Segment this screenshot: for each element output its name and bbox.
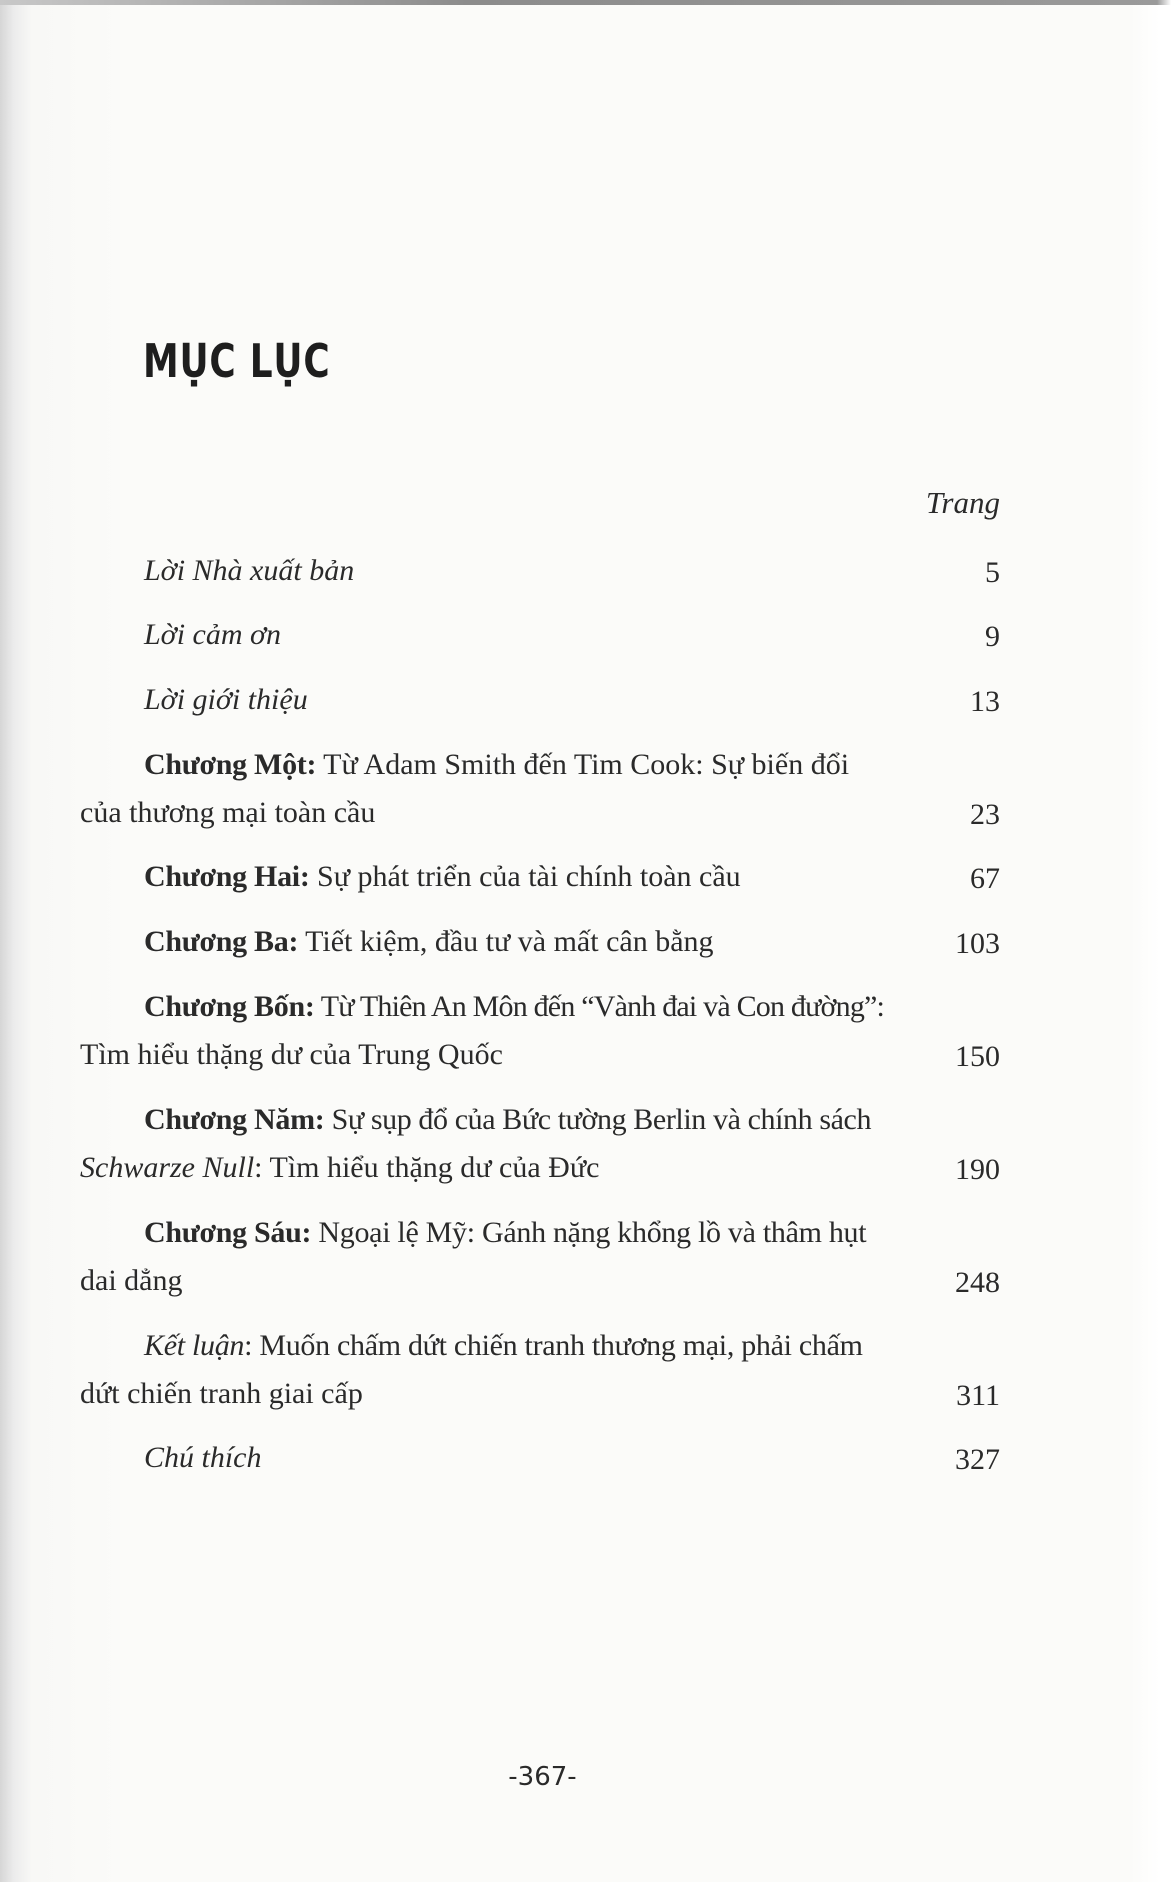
toc-entry-page: 13 [970,685,1000,718]
toc-entry-text: : Tìm hiểu thặng dư của Đức [254,1151,600,1184]
toc-entry-page: 150 [955,1040,1000,1073]
toc-entry-title: Lời giới thiệu [144,683,308,716]
toc-chapter-label: Chương Sáu: [144,1216,312,1249]
toc-entry-continuation: của thương mại toàn cầu [80,796,376,829]
toc-entry-text: Sự phát triển của tài chính toàn cầu [309,860,741,893]
toc-entry-continuation: dứt chiến tranh giai cấp [80,1377,363,1410]
toc-entry-page: 311 [956,1379,1000,1412]
toc-entry-title [144,992,884,1022]
toc-entry-title [144,1331,863,1361]
page-top-edge [0,0,1171,5]
toc-entry-page: 190 [955,1153,1000,1186]
page-number: -367- [508,1762,577,1792]
toc-entry-continuation: dai dẳng [80,1264,183,1297]
toc-entry-title [144,927,714,957]
toc-entry-title: Chú thích [144,1441,262,1474]
toc-entry-page: 248 [955,1266,1000,1299]
toc-entry-text: Từ Thiên An Môn đến “Vành đai và Con đường”: [314,990,885,1023]
toc-entry-page: 23 [970,798,1000,831]
toc-entry-text: Từ Adam Smith đến Tim Cook: Sự biến đổi [316,748,850,781]
page-title: MỤC LỤC [143,334,331,388]
toc-entry-title [144,862,741,892]
toc-entry-title [144,750,849,780]
toc-conclusion-label: Kết luận [144,1329,245,1362]
toc-entry-page: 9 [985,620,1000,653]
toc-chapter-label: Chương Hai: [144,860,310,893]
toc-entry-text: Sự sụp đổ của Bức tường Berlin và chính sách [324,1103,872,1136]
toc-entry-italic-term: Schwarze Null [80,1151,255,1184]
toc-chapter-label: Chương Năm: [144,1103,325,1136]
page-right-edge [1157,0,1171,1882]
toc-chapter-label: Chương Ba: [144,925,299,958]
toc-entry-title [144,1218,866,1248]
page-column-header: Trang [925,485,1000,520]
toc-entry-title: Lời cảm ơn [144,618,282,651]
toc-entry-page: 103 [955,927,1000,960]
toc-entry-text: Tiết kiệm, đầu tư và mất cân bằng [298,925,714,958]
toc-entry-text: : Muốn chấm dứt chiến tranh thương mại, phải chấm [244,1329,863,1362]
toc-entry-continuation [80,1153,599,1183]
toc-entry-title [144,1105,871,1135]
toc-entry-title: Lời Nhà xuất bản [144,554,355,587]
toc-entry-page: 327 [955,1443,1000,1476]
toc-entry-page: 67 [970,862,1000,895]
toc-entry-text: Ngoại lệ Mỹ: Gánh nặng khổng lồ và thâm hụt [311,1216,867,1249]
toc-chapter-label: Chương Bốn: [144,990,315,1023]
toc-chapter-label: Chương Một: [144,748,317,781]
toc-entry-continuation: Tìm hiểu thặng dư của Trung Quốc [80,1038,503,1071]
toc-entry-page: 5 [985,556,1000,589]
